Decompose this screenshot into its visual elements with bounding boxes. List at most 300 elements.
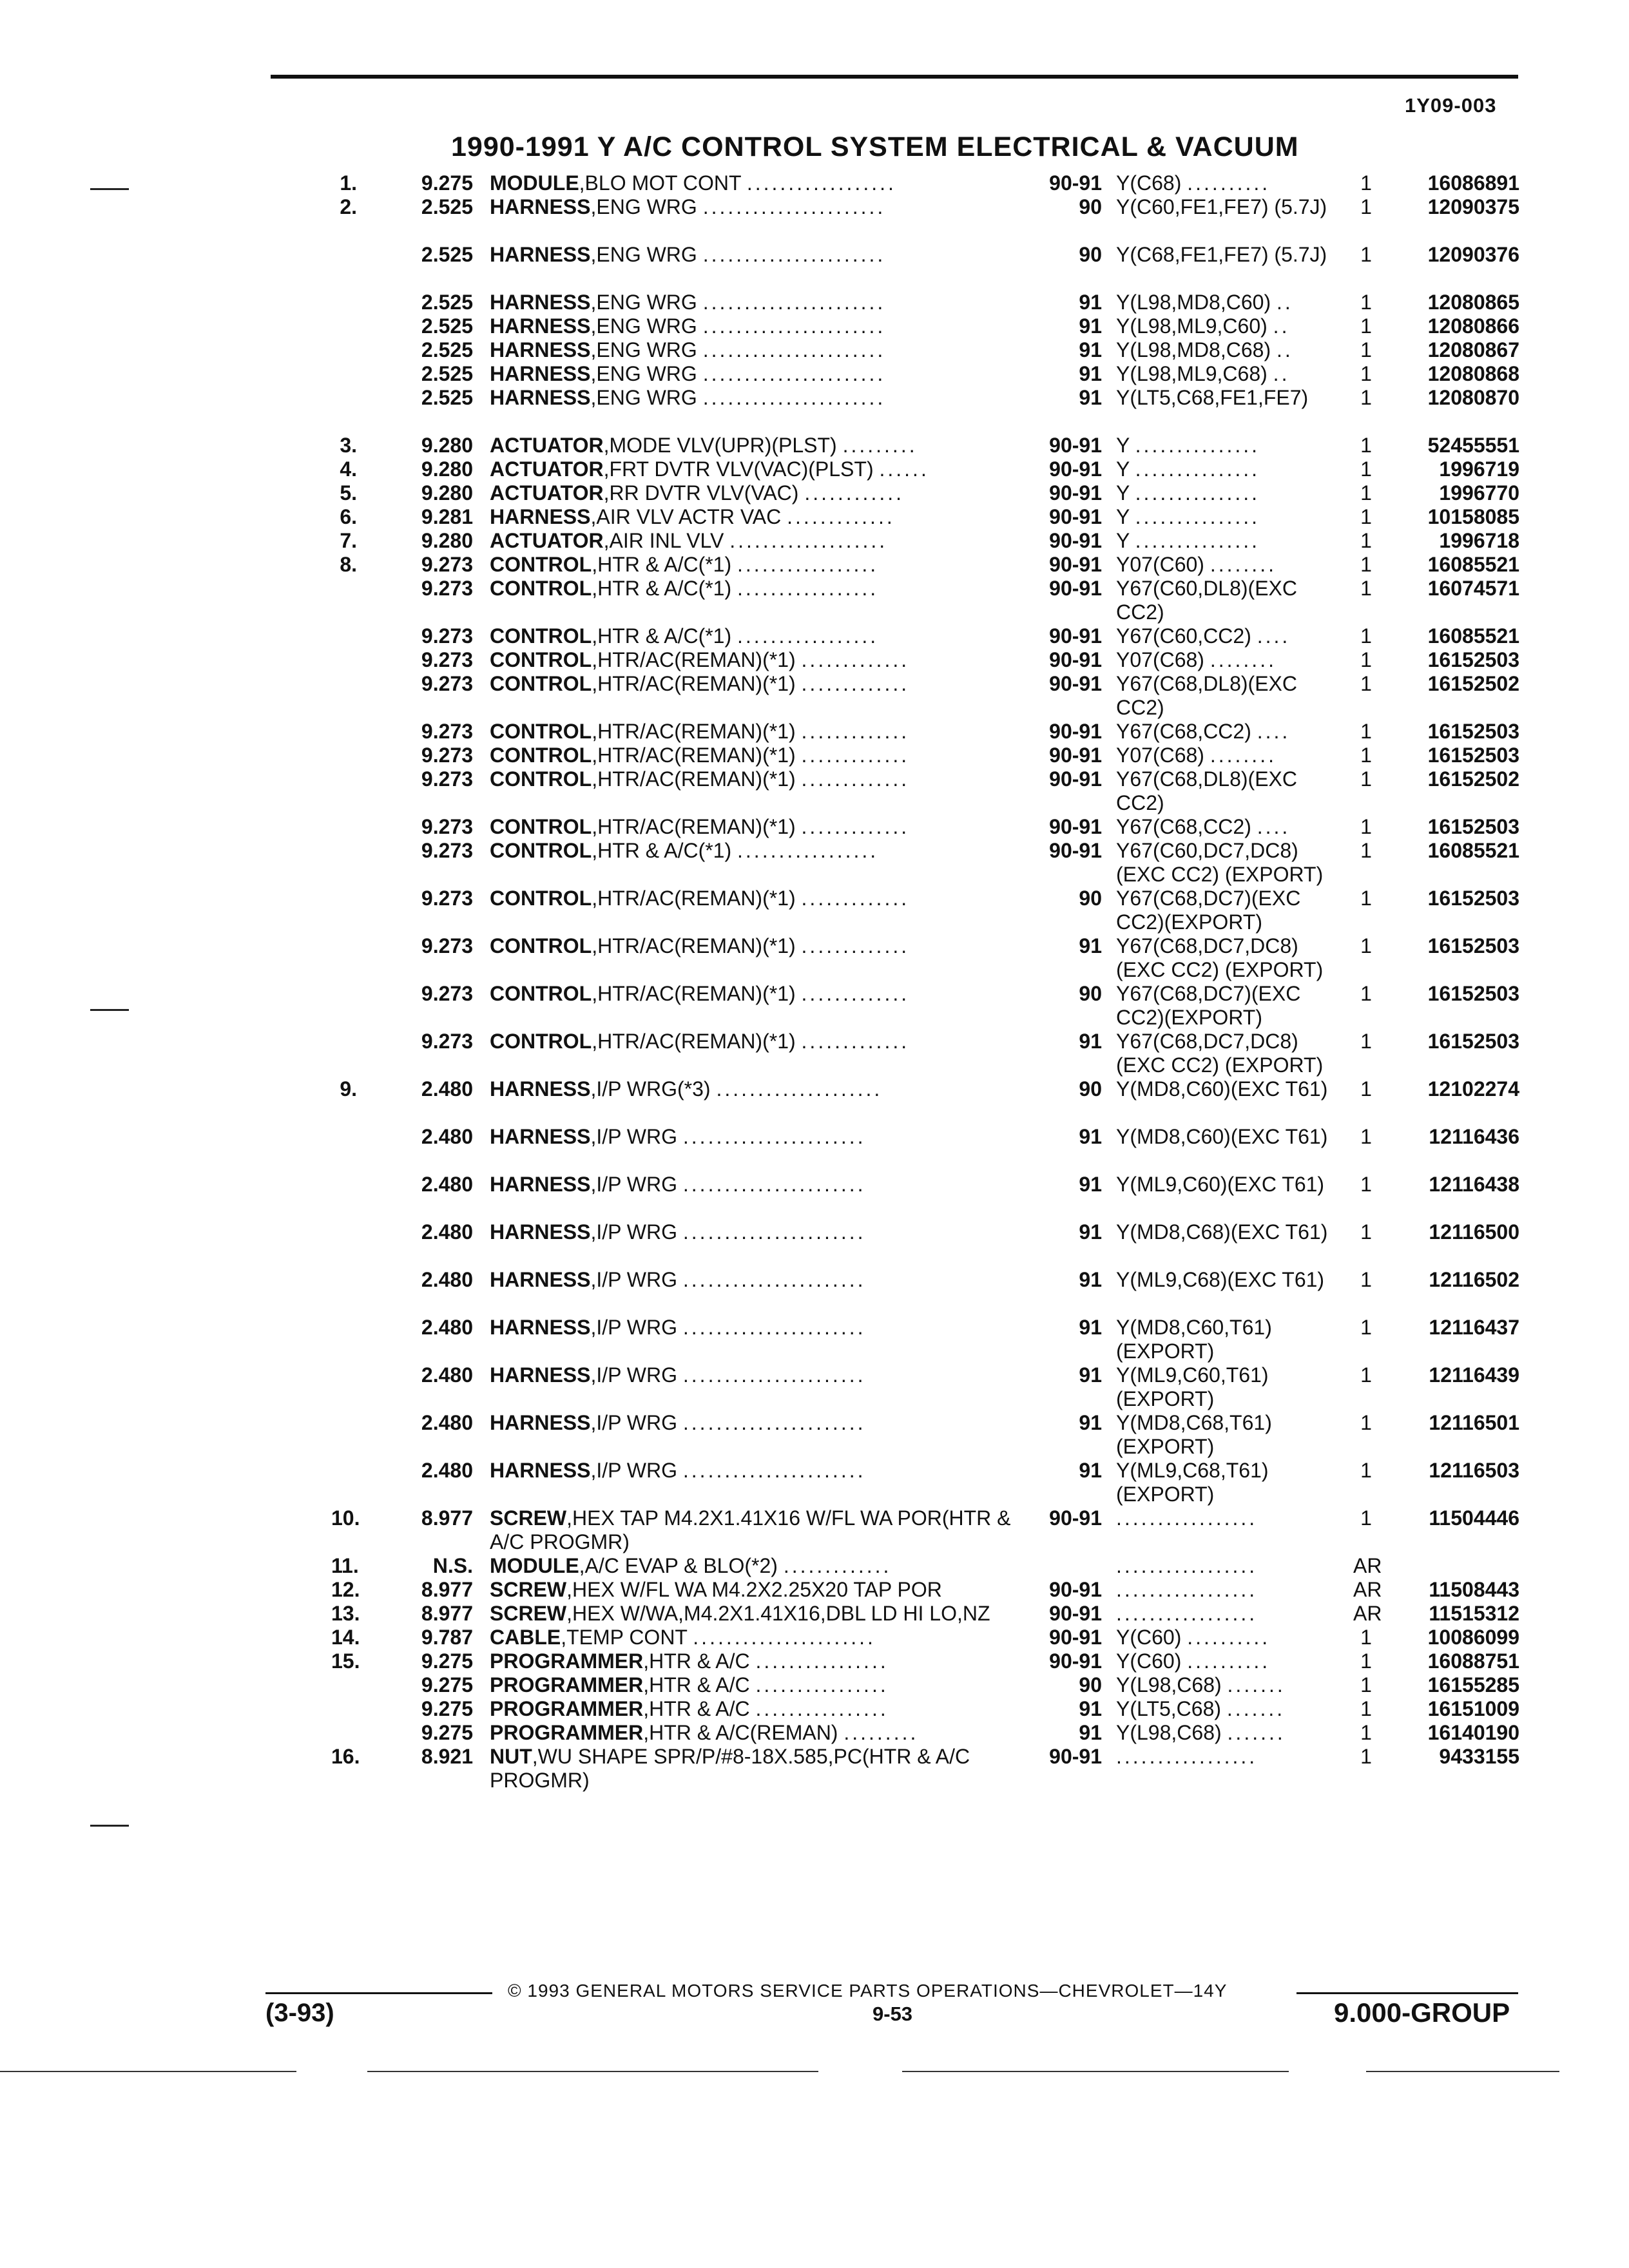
model-years: 90-91 <box>1049 839 1102 862</box>
model-years: 90 <box>1079 195 1102 218</box>
group-number: 9.273 <box>421 577 473 600</box>
scan-line <box>1366 2071 1559 2072</box>
part-number: 16140190 <box>1427 1721 1519 1744</box>
model-years: 90-91 <box>1049 767 1102 791</box>
part-name: CONTROL <box>490 744 592 767</box>
part-detail: ,A/C EVAP & BLO(*2) <box>579 1554 778 1577</box>
part-name: HARNESS <box>490 1125 591 1148</box>
leader-dots: .................. <box>746 171 896 195</box>
part-number: 11504446 <box>1429 1506 1519 1530</box>
model-years: 90-91 <box>1049 553 1102 576</box>
model-codes: Y67(C60,DL8)(EXC CC2) <box>1116 577 1297 624</box>
part-description <box>490 1077 1018 1101</box>
model-years: 90-91 <box>1049 505 1102 528</box>
part-number: 12080865 <box>1427 291 1519 314</box>
leader-dots: .. <box>1273 314 1290 338</box>
quantity: 1 <box>1360 1721 1372 1744</box>
part-detail: ,HTR/AC(REMAN)(*1) <box>592 648 796 671</box>
quantity: 1 <box>1360 1626 1372 1649</box>
leader-dots: ........ <box>1210 744 1277 767</box>
leader-dots: ............. <box>783 1554 892 1577</box>
group-number: 9.280 <box>421 529 473 552</box>
group-number: 8.977 <box>421 1602 473 1625</box>
leader-dots: ............... <box>1135 457 1260 481</box>
group-number: 9.273 <box>421 624 473 648</box>
part-name: NUT <box>490 1745 532 1768</box>
model-years: 90-91 <box>1049 672 1102 695</box>
top-rule <box>271 75 1518 79</box>
model-codes: Y67(C68,DC7)(EXC CC2)(EXPORT) <box>1116 887 1301 934</box>
model-usage <box>1116 1220 1335 1244</box>
model-years: 91 <box>1079 362 1102 385</box>
part-number: 16152503 <box>1427 648 1519 671</box>
part-detail: ,I/P WRG <box>590 1173 677 1196</box>
leader-dots: ...... <box>879 457 929 481</box>
part-description <box>490 338 1018 362</box>
quantity: 1 <box>1360 839 1372 862</box>
quantity: AR <box>1353 1602 1382 1625</box>
model-usage <box>1116 314 1335 338</box>
leader-dots: ............. <box>801 982 910 1005</box>
model-codes: Y <box>1116 505 1130 528</box>
group-number: 9.273 <box>421 887 473 910</box>
model-usage <box>1116 1745 1335 1769</box>
group-number: 9.275 <box>421 1673 473 1696</box>
leader-dots: ...................... <box>682 1411 866 1434</box>
model-years: 90-91 <box>1049 434 1102 457</box>
model-years: 91 <box>1079 1030 1102 1053</box>
quantity: AR <box>1353 1554 1382 1577</box>
model-years: 91 <box>1079 291 1102 314</box>
quantity: 1 <box>1360 1649 1372 1673</box>
leader-dots: ............... <box>1135 529 1260 552</box>
part-name: HARNESS <box>490 1316 591 1339</box>
leader-dots: .. <box>1273 362 1290 385</box>
group-number: 9.273 <box>421 815 473 838</box>
leader-dots: ............... <box>1135 505 1260 528</box>
quantity: 1 <box>1360 648 1372 671</box>
leader-dots: ...................... <box>682 1125 866 1148</box>
part-name: HARNESS <box>490 291 591 314</box>
part-detail: ,MODE VLV(UPR)(PLST) <box>603 434 837 457</box>
part-detail: ,WU SHAPE SPR/P/#8-18X.585,PC(HTR & A/C PROGMR) <box>490 1745 970 1792</box>
part-number: 12080868 <box>1427 362 1519 385</box>
model-codes: Y67(C68,CC2) <box>1116 720 1251 743</box>
part-description <box>490 553 1018 577</box>
part-detail: ,HTR & A/C <box>643 1649 750 1673</box>
part-name: CONTROL <box>490 767 592 791</box>
quantity: 1 <box>1360 481 1372 505</box>
group-number: 9.273 <box>421 672 473 695</box>
quantity: 1 <box>1360 887 1372 910</box>
model-usage <box>1116 457 1335 481</box>
part-detail: ,HTR/AC(REMAN)(*1) <box>592 815 796 838</box>
part-name: CABLE <box>490 1626 561 1649</box>
group-number: 9.275 <box>421 1721 473 1744</box>
model-usage <box>1116 1554 1335 1578</box>
part-description <box>490 1363 1018 1387</box>
part-detail: ,HTR & A/C(*1) <box>592 553 732 576</box>
model-codes: Y67(C68,DC7,DC8) (EXC CC2) (EXPORT) <box>1116 934 1324 981</box>
part-name: MODULE <box>490 1554 579 1577</box>
item-number: 2. <box>340 195 357 218</box>
group-number: 2.480 <box>421 1459 473 1482</box>
model-years: 91 <box>1079 314 1102 338</box>
model-usage <box>1116 648 1335 672</box>
model-codes: Y(L98,ML9,C60) <box>1116 314 1268 338</box>
part-description <box>490 624 1018 648</box>
model-usage <box>1116 1578 1335 1602</box>
item-number: 13. <box>331 1602 360 1625</box>
leader-dots: ............. <box>801 720 910 743</box>
part-description <box>490 1602 1018 1626</box>
model-codes: Y67(C68,DL8)(EXC CC2) <box>1116 672 1297 719</box>
part-number: 16155285 <box>1427 1673 1519 1696</box>
quantity: 1 <box>1360 934 1372 957</box>
item-number: 1. <box>340 171 357 195</box>
leader-dots: ................. <box>737 553 879 576</box>
part-name: ACTUATOR <box>490 529 604 552</box>
model-codes: Y(ML9,C60,T61) (EXPORT) <box>1116 1363 1269 1410</box>
footer-rule-right <box>1296 1992 1518 1994</box>
item-number: 6. <box>340 505 357 528</box>
part-detail: ,I/P WRG <box>590 1316 677 1339</box>
part-description <box>490 505 1018 529</box>
part-number: 12080870 <box>1427 386 1519 409</box>
leader-dots: ............. <box>801 934 910 957</box>
part-detail: ,HEX W/FL WA M4.2X2.25X20 TAP POR <box>566 1578 942 1601</box>
part-number: 12116436 <box>1429 1125 1519 1148</box>
quantity: 1 <box>1360 553 1372 576</box>
model-usage <box>1116 767 1335 815</box>
part-number: 11508443 <box>1429 1578 1519 1601</box>
part-number: 16151009 <box>1427 1697 1519 1720</box>
part-name: SCREW <box>490 1506 567 1530</box>
model-usage <box>1116 624 1335 648</box>
model-codes: Y <box>1116 481 1130 505</box>
part-detail: ,HTR/AC(REMAN)(*1) <box>592 767 796 791</box>
model-codes: Y(C60) <box>1116 1626 1182 1649</box>
model-usage <box>1116 434 1335 457</box>
part-detail: ,AIR VLV ACTR VAC <box>590 505 782 528</box>
part-detail: ,HTR & A/C <box>643 1697 750 1720</box>
model-usage <box>1116 1673 1335 1697</box>
leader-dots: ................. <box>1116 1745 1258 1768</box>
model-usage <box>1116 386 1335 410</box>
model-usage <box>1116 1077 1335 1101</box>
part-number: 1996770 <box>1439 481 1519 505</box>
model-codes: Y67(C68,DC7)(EXC CC2)(EXPORT) <box>1116 982 1301 1029</box>
part-name: CONTROL <box>490 1030 592 1053</box>
group-number: 2.480 <box>421 1316 473 1339</box>
leader-dots: .. <box>1276 291 1293 314</box>
model-codes: Y(MD8,C68)(EXC T61) <box>1116 1220 1328 1244</box>
part-description <box>490 1125 1018 1149</box>
item-number: 14. <box>331 1626 360 1649</box>
model-years: 90-91 <box>1049 815 1102 838</box>
part-number: 16152503 <box>1427 720 1519 743</box>
group-number: N.S. <box>432 1554 473 1577</box>
model-years: 91 <box>1079 1173 1102 1196</box>
leader-dots: ............. <box>787 505 895 528</box>
leader-dots: ................. <box>737 624 879 648</box>
part-name: ACTUATOR <box>490 457 604 481</box>
part-description <box>490 720 1018 744</box>
footer-page-number: 9-53 <box>872 2003 913 2025</box>
leader-dots: ......... <box>843 1721 919 1744</box>
model-years: 90 <box>1079 1077 1102 1100</box>
part-detail: ,HTR/AC(REMAN)(*1) <box>592 934 796 957</box>
model-years: 91 <box>1079 1316 1102 1339</box>
part-description <box>490 815 1018 839</box>
part-name: CONTROL <box>490 648 592 671</box>
model-codes: Y(LT5,C68) <box>1116 1697 1222 1720</box>
model-years: 91 <box>1079 934 1102 957</box>
quantity: 1 <box>1360 1697 1372 1720</box>
part-number: 16085521 <box>1427 839 1519 862</box>
group-number: 9.273 <box>421 720 473 743</box>
quantity: 1 <box>1360 529 1372 552</box>
part-description <box>490 1554 1018 1578</box>
model-years: 90-91 <box>1049 720 1102 743</box>
group-number: 9.273 <box>421 744 473 767</box>
model-usage <box>1116 887 1335 934</box>
model-codes: Y67(C68,CC2) <box>1116 815 1251 838</box>
part-number: 12102274 <box>1427 1077 1519 1100</box>
part-name: MODULE <box>490 171 579 195</box>
quantity: AR <box>1353 1578 1382 1601</box>
model-years: 90 <box>1079 243 1102 266</box>
group-number: 9.280 <box>421 434 473 457</box>
part-name: ACTUATOR <box>490 481 604 505</box>
part-description <box>490 434 1018 457</box>
part-name: CONTROL <box>490 934 592 957</box>
quantity: 1 <box>1360 1316 1372 1339</box>
model-usage <box>1116 1459 1335 1506</box>
model-codes: Y(MD8,C60)(EXC T61) <box>1116 1077 1328 1100</box>
part-name: HARNESS <box>490 314 591 338</box>
part-detail: ,FRT DVTR VLV(VAC)(PLST) <box>603 457 874 481</box>
model-years: 90-91 <box>1049 1602 1102 1625</box>
page-title: 1990-1991 Y A/C CONTROL SYSTEM ELECTRICAL & VACUUM <box>451 131 1299 162</box>
quantity: 1 <box>1360 982 1372 1005</box>
group-number: 2.525 <box>421 362 473 385</box>
model-codes: Y(C60) <box>1116 1649 1182 1673</box>
part-number: 9433155 <box>1439 1745 1519 1768</box>
part-name: HARNESS <box>490 362 591 385</box>
quantity: 1 <box>1360 457 1372 481</box>
item-number: 11. <box>331 1554 359 1577</box>
part-name: HARNESS <box>490 1363 591 1387</box>
part-number: 16152502 <box>1427 767 1519 791</box>
part-name: PROGRAMMER <box>490 1721 644 1744</box>
part-description <box>490 982 1018 1006</box>
part-detail: ,ENG WRG <box>590 291 697 314</box>
part-description <box>490 577 1018 601</box>
part-detail: ,HTR & A/C(*1) <box>592 577 732 600</box>
part-detail: ,HEX W/WA,M4.2X1.41X16,DBL LD HI LO,NZ <box>566 1602 990 1625</box>
model-usage <box>1116 982 1335 1030</box>
part-description <box>490 195 1018 219</box>
leader-dots: .... <box>1257 720 1291 743</box>
quantity: 1 <box>1360 386 1372 409</box>
model-years: 91 <box>1079 1697 1102 1720</box>
part-name: CONTROL <box>490 982 592 1005</box>
quantity: 1 <box>1360 1459 1372 1482</box>
part-number: 12116500 <box>1429 1220 1519 1244</box>
leader-dots: ............. <box>801 815 910 838</box>
model-years: 90-91 <box>1049 744 1102 767</box>
item-number: 5. <box>340 481 357 505</box>
model-codes: Y07(C68) <box>1116 648 1204 671</box>
quantity: 1 <box>1360 1673 1372 1696</box>
part-description <box>490 291 1018 314</box>
model-years: 91 <box>1079 386 1102 409</box>
leader-dots: ................ <box>755 1697 889 1720</box>
part-number: 12116438 <box>1429 1173 1519 1196</box>
part-description <box>490 1578 1018 1602</box>
model-codes: Y(C60,FE1,FE7) (5.7J) <box>1116 195 1327 218</box>
model-years: 90-91 <box>1049 1745 1102 1768</box>
model-codes: Y(L98,C68) <box>1116 1673 1222 1696</box>
leader-dots: ...................... <box>682 1363 866 1387</box>
part-detail: ,I/P WRG <box>590 1125 677 1148</box>
part-description <box>490 839 1018 863</box>
model-usage <box>1116 1316 1335 1363</box>
leader-dots: ...................... <box>702 386 886 409</box>
group-number: 9.273 <box>421 648 473 671</box>
model-usage <box>1116 1721 1335 1745</box>
model-years: 90-91 <box>1049 1578 1102 1601</box>
model-codes: Y(ML9,C68,T61) (EXPORT) <box>1116 1459 1269 1506</box>
quantity: 1 <box>1360 505 1372 528</box>
group-number: 2.525 <box>421 243 473 266</box>
group-number: 2.480 <box>421 1077 473 1100</box>
group-number: 2.525 <box>421 291 473 314</box>
leader-dots: ...................... <box>682 1268 866 1291</box>
group-number: 2.480 <box>421 1173 473 1196</box>
model-usage <box>1116 577 1335 624</box>
leader-dots: ................. <box>1116 1602 1258 1625</box>
group-number: 2.480 <box>421 1411 473 1434</box>
part-description <box>490 1220 1018 1244</box>
leader-dots: .. <box>1276 338 1293 361</box>
part-name: PROGRAMMER <box>490 1697 644 1720</box>
model-codes: Y(MD8,C60)(EXC T61) <box>1116 1125 1328 1148</box>
model-years: 91 <box>1079 1411 1102 1434</box>
part-description <box>490 243 1018 267</box>
leader-dots: .... <box>1257 815 1291 838</box>
part-description <box>490 1649 1018 1673</box>
model-codes: Y <box>1116 529 1130 552</box>
part-description <box>490 362 1018 386</box>
leader-dots: ...................... <box>682 1220 866 1244</box>
part-number: 16152503 <box>1427 815 1519 838</box>
group-number: 9.273 <box>421 1030 473 1053</box>
leader-dots: ....... <box>1226 1697 1286 1720</box>
model-usage <box>1116 338 1335 362</box>
item-number: 10. <box>331 1506 360 1530</box>
model-codes: Y(L98,MD8,C68) <box>1116 338 1271 361</box>
part-name: CONTROL <box>490 720 592 743</box>
part-description <box>490 934 1018 958</box>
part-detail: ,AIR INL VLV <box>603 529 724 552</box>
leader-dots: ....... <box>1227 1721 1286 1744</box>
quantity: 1 <box>1360 815 1372 838</box>
quantity: 1 <box>1360 624 1372 648</box>
part-description <box>490 1268 1018 1292</box>
part-number: 16085521 <box>1427 624 1519 648</box>
model-years: 90-91 <box>1049 529 1102 552</box>
part-detail: ,I/P WRG <box>590 1363 677 1387</box>
part-detail: ,BLO MOT CONT <box>579 171 741 195</box>
leader-dots: .................... <box>716 1077 883 1100</box>
model-years: 91 <box>1079 1363 1102 1387</box>
group-number: 8.921 <box>421 1745 473 1768</box>
part-name: PROGRAMMER <box>490 1649 644 1673</box>
group-number: 2.525 <box>421 195 473 218</box>
quantity: 1 <box>1360 1220 1372 1244</box>
part-detail: ,I/P WRG <box>590 1220 677 1244</box>
page-code: 1Y09-003 <box>1405 94 1497 117</box>
part-detail: ,I/P WRG <box>590 1411 677 1434</box>
group-number: 2.480 <box>421 1268 473 1291</box>
part-detail: ,HTR/AC(REMAN)(*1) <box>592 887 796 910</box>
part-name: HARNESS <box>490 1173 591 1196</box>
part-name: CONTROL <box>490 815 592 838</box>
item-number: 8. <box>340 553 357 576</box>
part-name: SCREW <box>490 1602 567 1625</box>
part-description <box>490 171 1018 195</box>
part-detail: ,ENG WRG <box>590 243 697 266</box>
model-years: 90 <box>1079 1673 1102 1696</box>
model-years: 90-91 <box>1049 648 1102 671</box>
model-codes: Y(LT5,C68,FE1,FE7) <box>1116 386 1309 409</box>
model-usage <box>1116 1363 1335 1411</box>
group-number: 2.525 <box>421 338 473 361</box>
leader-dots: .......... <box>1187 1649 1271 1673</box>
model-usage <box>1116 291 1335 314</box>
quantity: 1 <box>1360 1411 1372 1434</box>
part-name: CONTROL <box>490 887 592 910</box>
group-number: 2.480 <box>421 1125 473 1148</box>
part-number: 16086891 <box>1427 171 1519 195</box>
part-description <box>490 887 1018 910</box>
quantity: 1 <box>1360 1173 1372 1196</box>
quantity: 1 <box>1360 338 1372 361</box>
part-description <box>490 386 1018 410</box>
group-number: 9.273 <box>421 982 473 1005</box>
model-years: 91 <box>1079 1721 1102 1744</box>
part-detail: ,ENG WRG <box>590 195 697 218</box>
part-detail: ,ENG WRG <box>590 314 697 338</box>
part-description <box>490 744 1018 767</box>
part-name: HARNESS <box>490 386 591 409</box>
model-usage <box>1116 171 1335 195</box>
model-codes: Y67(C68,DC7,DC8) (EXC CC2) (EXPORT) <box>1116 1030 1324 1077</box>
quantity: 1 <box>1360 1077 1372 1100</box>
part-description <box>490 1506 1018 1554</box>
part-number: 12080867 <box>1427 338 1519 361</box>
item-number: 9. <box>340 1077 357 1100</box>
margin-mark <box>90 1825 129 1827</box>
model-usage <box>1116 195 1335 219</box>
model-usage <box>1116 1602 1335 1626</box>
part-number: 16152503 <box>1427 744 1519 767</box>
group-number: 8.977 <box>421 1578 473 1601</box>
leader-dots: ............. <box>801 672 910 695</box>
leader-dots: .......... <box>1187 171 1271 195</box>
